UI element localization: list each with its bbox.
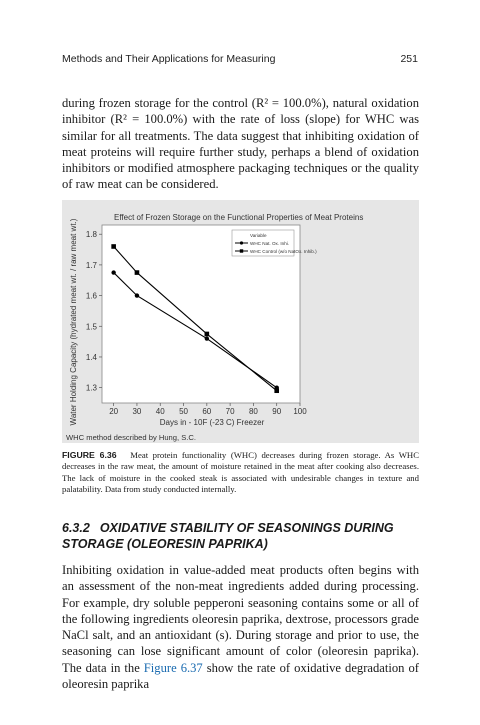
x-tick-label: 40 [155,407,165,416]
x-tick-label: 90 [272,407,282,416]
series-2-point [135,270,140,275]
x-tick-label: 80 [248,407,258,416]
series-1-point [135,293,139,297]
legend-label-series-1: WHC Nat. Ox. Inhi. [250,241,290,246]
y-tick-label: 1.6 [85,291,97,301]
y-tick-label: 1.3 [85,383,97,393]
y-tick-label: 1.5 [85,322,97,332]
caption-label: FIGURE 6.36 [62,450,117,460]
y-tick-label: 1.7 [85,260,97,270]
x-tick-label: 60 [202,407,212,416]
caption-text: Meat protein functionality (WHC) decreases during frozen storage. As WHC decreases in the raw meat, the amount of moisture retained in the meat after cooking also decreases. The lack of moisture in the cooked steak is associated with undesirable changes in texture and palatability. Data from study conducted internally. [62,450,419,495]
legend-marker-series-2 [240,249,243,252]
body-text-continued: show the rate of oxidative degradation of oleoresin paprika [62,660,419,692]
series-2-point [205,332,210,337]
y-axis-label: Water Holding Capacity (hydrated meat wt. / raw meat wt.) [69,218,78,426]
running-title: Methods and Their Applications for Measuring [62,53,276,65]
x-tick-label: 20 [109,407,119,416]
x-tick-label: 100 [293,407,307,416]
chart [62,200,419,443]
intro-paragraph: during frozen storage for the control (R² = 100.0%), natural oxidation inhibitor (R² = 100.0%) with the rate of loss (slope) for WHC was similar for all treatments. The data suggest that inhibiting oxidation of meat proteins will require further study, perhaps a blend of oxidation inhibitors or modified atmosphere packaging techniques or the quality of raw meat can be considered. [62,96,419,192]
y-tick-label: 1.4 [85,352,97,362]
figure-caption [62,450,419,496]
figure-6-36 [62,200,419,443]
series-2-point [111,244,116,249]
legend-label-series-2: WHC Control (w/o NatOx. Inhib.) [250,249,317,254]
body-paragraph [62,562,419,692]
section-title: OXIDATIVE STABILITY OF SEASONINGS DURING STORAGE (OLEORESIN PAPRIKA) [62,521,394,551]
series-1-point [205,336,209,340]
series-1-point [111,270,115,274]
figure-6-37-link[interactable]: Figure 6.37 [143,660,203,675]
x-tick-label: 70 [225,407,235,416]
x-tick-label: 50 [179,407,188,416]
section-number: 6.3.2 [62,521,90,535]
legend-title: Variable [250,233,267,238]
x-tick-label: 30 [132,407,142,416]
y-tick-label: 1.8 [85,230,97,240]
page-number: 251 [400,53,418,65]
body-text: Inhibiting oxidation in value-added meat products often begins with an assessment of the non-meat ingredients added during processing. For example, dry soluble pepperoni seasoning contains some or all of the following ingredients oleoresin paprika, dextrose, processors grade NaCl salt, and an antioxidant (s). During storage and prior to use, the seasoning can lose significant amount of color (oleoresin paprika). The data in the [62,563,419,675]
figure-footnote: WHC method described by Hung, S.C. [66,433,196,442]
series-2-point [274,388,279,393]
x-axis-label: Days in - 10F (-23 C) Freezer [159,418,265,427]
chart-title: Effect of Frozen Storage on the Functional Properties of Meat Proteins [114,213,364,222]
legend-marker-series-1 [240,241,243,244]
legend [232,230,317,256]
running-header [62,53,418,69]
section-heading [62,520,419,552]
